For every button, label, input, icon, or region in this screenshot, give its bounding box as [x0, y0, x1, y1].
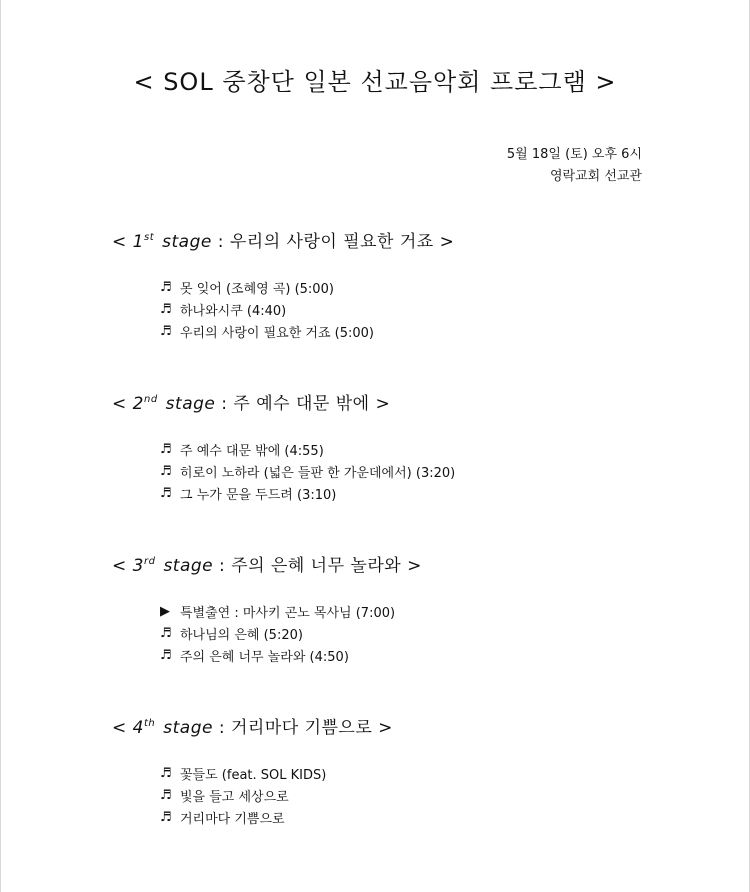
music-note-icon: ♬	[160, 463, 172, 479]
concert-date: 5월 18일 (토) 오후 6시	[506, 147, 642, 162]
play-triangle-icon: ▶	[160, 603, 170, 619]
stage-4-song-list	[160, 762, 326, 828]
list-item	[160, 784, 326, 806]
song-title: 빛을 들고 세상으로	[180, 789, 289, 805]
stage-ordinal-suffix: st	[143, 232, 155, 243]
stage-number: 3	[132, 556, 144, 576]
list-item	[160, 438, 455, 460]
stage-heading-open: <	[112, 718, 133, 738]
stage-1-song-list	[160, 276, 374, 342]
stage-3-song-list	[160, 600, 395, 666]
music-note-icon: ♬	[160, 441, 172, 457]
stage-ordinal-suffix: rd	[143, 556, 156, 567]
page-edge-left	[0, 0, 1, 892]
stage-ordinal-suffix: th	[143, 718, 156, 729]
stage-word: stage	[165, 394, 216, 414]
music-note-icon: ♬	[160, 301, 172, 317]
music-note-icon: ♬	[160, 647, 172, 663]
stage-theme: : 거리마다 기쁨으로 >	[212, 718, 393, 738]
song-title: 특별출연 : 마사키 곤노 목사님 (7:00)	[180, 605, 396, 621]
list-item	[160, 482, 455, 504]
list-item	[160, 644, 395, 666]
concert-venue: 영락교회 선교관	[549, 169, 642, 184]
list-item	[160, 622, 395, 644]
stage-2-heading	[112, 389, 390, 414]
program-title: < SOL 중창단 일본 선교음악회 프로그램 >	[133, 68, 617, 96]
music-note-icon: ♬	[160, 485, 172, 501]
stage-2-song-list	[160, 438, 455, 504]
stage-word: stage	[163, 718, 213, 738]
stage-word: stage	[162, 232, 212, 252]
stage-heading-open: <	[112, 232, 133, 252]
list-item	[160, 762, 326, 784]
stage-4-heading	[112, 713, 393, 738]
stage-heading-open: <	[112, 556, 133, 576]
stage-number: 1	[132, 232, 144, 252]
list-item	[160, 460, 455, 482]
song-title: 주 예수 대문 밖에 (4:55)	[180, 443, 324, 459]
stage-theme: : 우리의 사랑이 필요한 거죠 >	[211, 232, 455, 252]
stage-number: 2	[132, 394, 144, 414]
song-title: 하나님의 은혜 (5:20)	[180, 627, 303, 643]
list-item	[160, 600, 395, 622]
stage-ordinal-suffix: nd	[143, 394, 158, 405]
stage-3-heading	[112, 551, 422, 576]
stage-word: stage	[163, 556, 214, 576]
music-note-icon: ♬	[160, 809, 172, 825]
stage-number: 4	[132, 718, 144, 738]
song-title: 우리의 사랑이 필요한 거죠 (5:00)	[180, 325, 375, 341]
music-note-icon: ♬	[160, 765, 172, 781]
song-title: 하나와시쿠 (4:40)	[180, 303, 287, 319]
song-title: 주의 은혜 너무 놀라와 (4:50)	[180, 649, 349, 665]
list-item	[160, 806, 326, 828]
song-title: 그 누가 문을 두드려 (3:10)	[180, 487, 337, 503]
stage-theme: : 주의 은혜 너무 놀라와 >	[213, 556, 422, 576]
song-title: 거리마다 기쁨으로	[180, 811, 285, 827]
stage-heading-open: <	[112, 394, 133, 414]
list-item	[160, 320, 374, 342]
list-item	[160, 298, 374, 320]
song-title: 꽃들도 (feat. SOL KIDS)	[180, 767, 327, 783]
song-title: 히로이 노하라 (넓은 들판 한 가운데에서) (3:20)	[180, 465, 456, 481]
music-note-icon: ♬	[160, 625, 172, 641]
music-note-icon: ♬	[160, 279, 172, 295]
list-item	[160, 276, 374, 298]
music-note-icon: ♬	[160, 323, 172, 339]
stage-theme: : 주 예수 대문 밖에 >	[215, 394, 391, 414]
music-note-icon: ♬	[160, 787, 172, 803]
song-title: 못 잊어 (조혜영 곡) (5:00)	[180, 281, 334, 297]
stage-1-heading	[112, 227, 454, 252]
